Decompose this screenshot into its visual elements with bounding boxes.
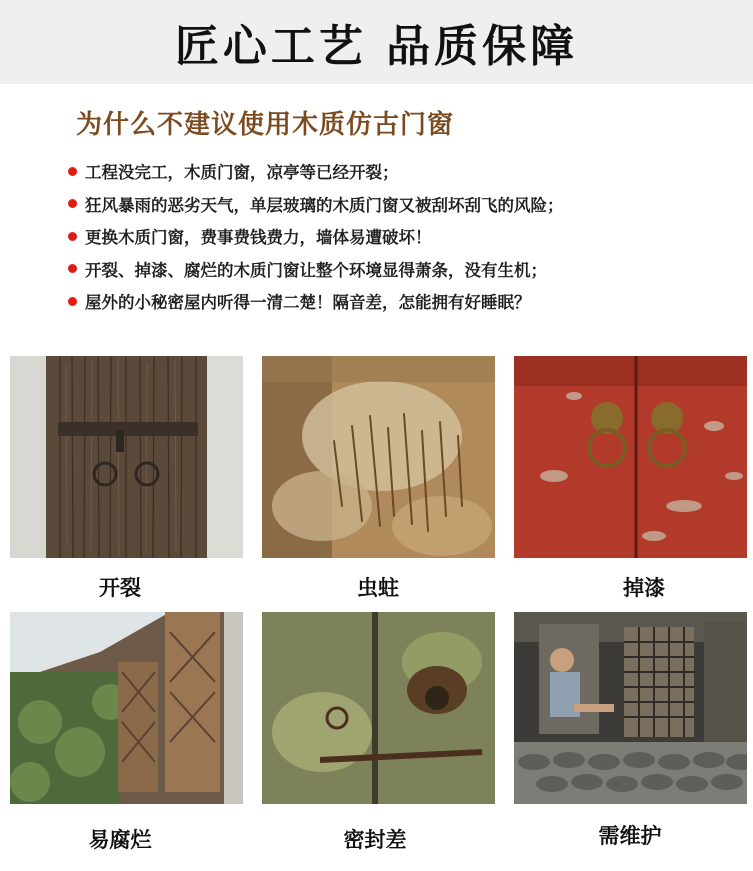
- list-item-text: 狂风暴雨的恶劣天气，单层玻璃的木质门窗又被刮坏刮飞的风险；: [85, 195, 564, 215]
- list-item-text: 屋外的小秘密屋内听得一清二楚！隔音差，怎能拥有好睡眠？: [85, 293, 531, 313]
- caption-maintenance: 需维护: [598, 824, 662, 848]
- list-item-text: 开裂、掉漆、腐烂的木质门窗让整个环境显得萧条，没有生机；: [85, 260, 547, 280]
- peeling-paint-photo: [514, 356, 747, 558]
- caption-cracked: 开裂: [99, 576, 141, 600]
- list-item-text: 更换木质门窗，费事费钱费力，墙体易遭破坏！: [85, 228, 432, 248]
- caption-insect: 虫蛀: [357, 576, 399, 600]
- caption-sealing: 密封差: [343, 828, 407, 852]
- page-title: 匠心工艺 品质保障: [174, 21, 579, 72]
- list-item-text: 工程没完工，木质门窗，凉亭等已经开裂；: [85, 163, 399, 183]
- rotting-window-photo: [10, 612, 243, 804]
- caption-rotting: 易腐烂: [88, 828, 152, 852]
- cracked-door-photo: [10, 356, 243, 558]
- section-subtitle: 为什么不建议使用木质仿古门窗: [76, 110, 455, 140]
- maintenance-photo: [514, 612, 747, 804]
- caption-peeling: 掉漆: [623, 576, 665, 600]
- poor-sealing-photo: [262, 612, 495, 804]
- insect-damage-photo: [262, 356, 495, 558]
